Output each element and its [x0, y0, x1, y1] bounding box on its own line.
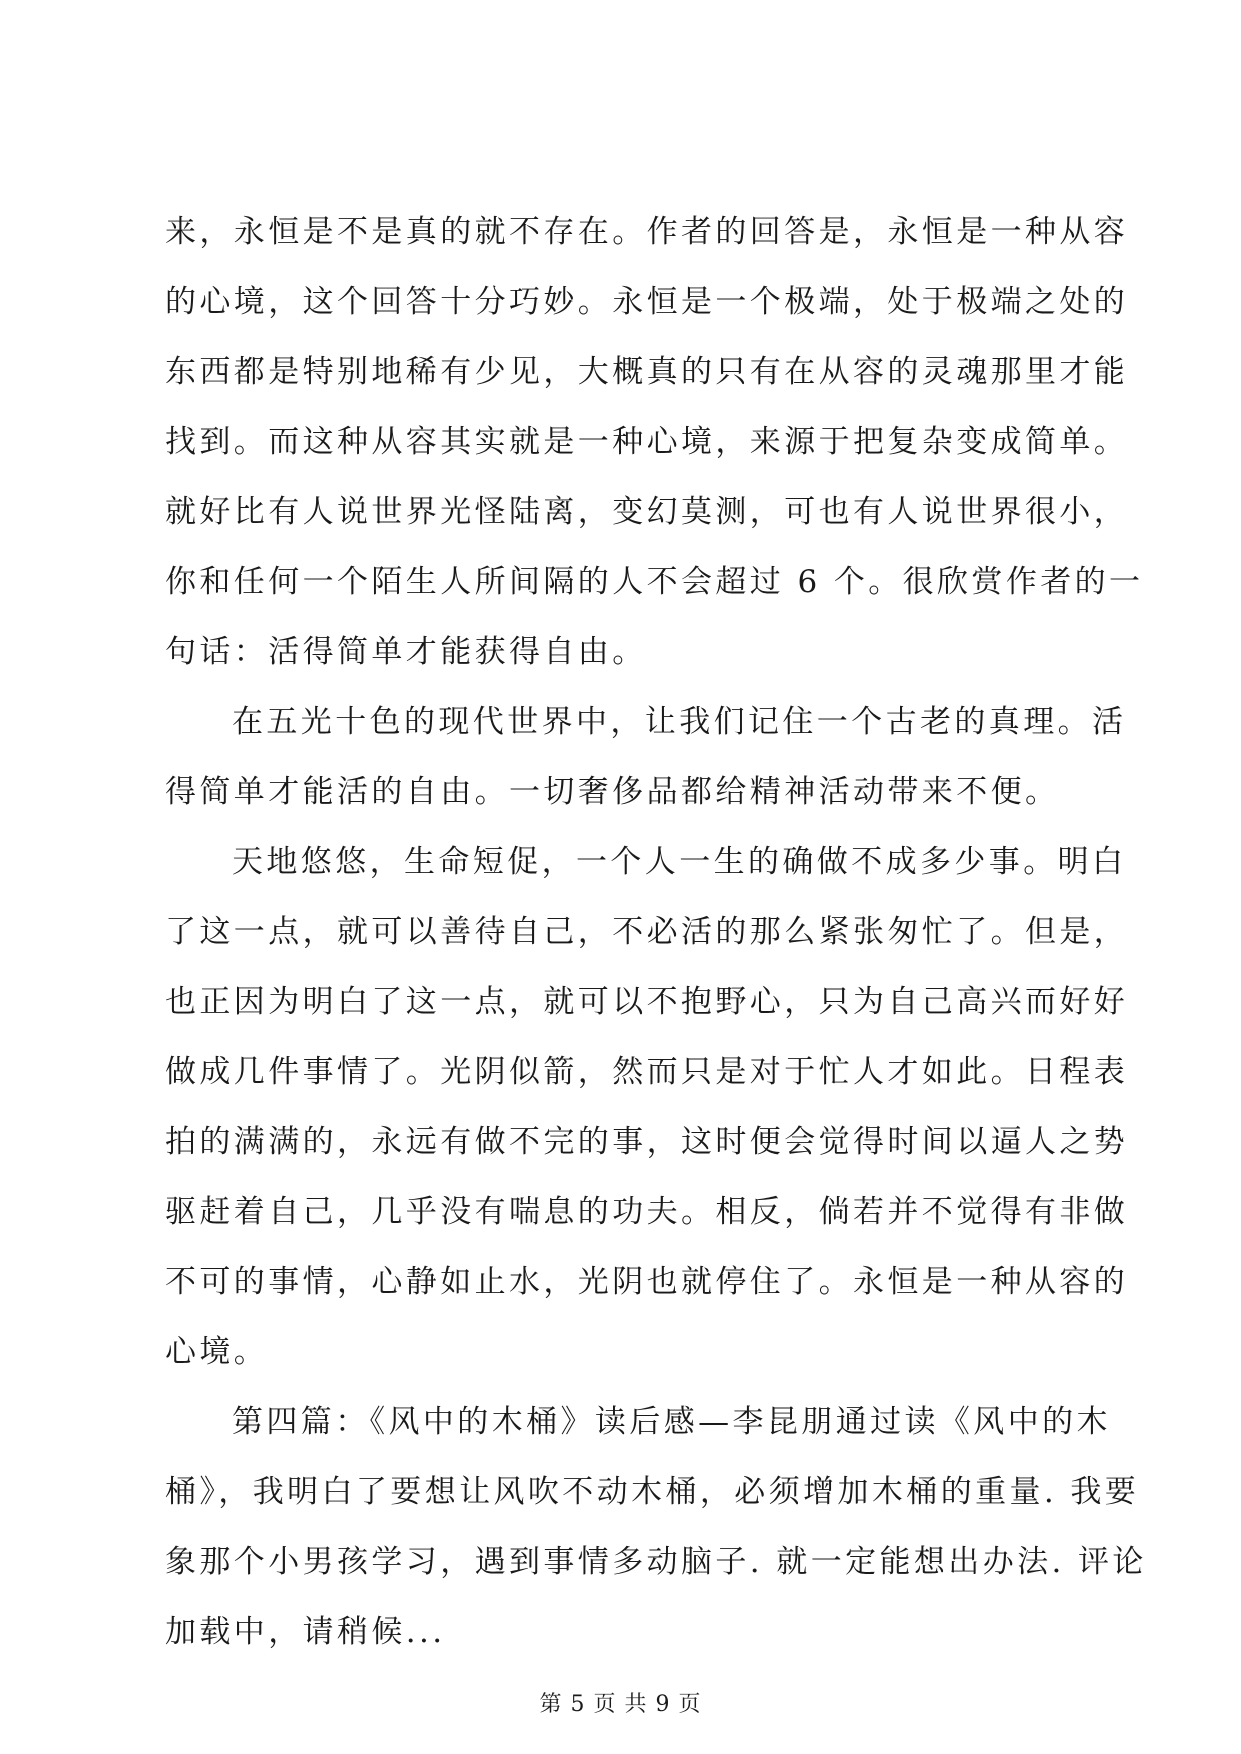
paragraph-start-line: 在五光十色的现代世界中，让我们记住一个古老的真理。活: [232, 704, 1127, 740]
text-line: 驱赶着自己，几乎没有喘息的功夫。相反，倘若并不觉得有非做: [165, 1194, 1129, 1230]
text-line: 你和任何一个陌生人所间隔的人不会超过 6 个。很欣赏作者的一: [165, 564, 1144, 600]
paragraph-start-line: 第四篇：《风中的木桶》读后感—李昆朋通过读《风中的木: [232, 1404, 1111, 1440]
text-line: 就好比有人说世界光怪陆离，变幻莫测，可也有人说世界很小，: [165, 494, 1129, 530]
text-line: 加载中，请稍候...: [165, 1614, 446, 1650]
text-line: 东西都是特别地稀有少见，大概真的只有在从容的灵魂那里才能: [165, 354, 1129, 390]
text-line: 了这一点，就可以善待自己，不必活的那么紧张匆忙了。但是，: [165, 914, 1129, 950]
text-line: 拍的满满的，永远有做不完的事，这时便会觉得时间以逼人之势: [165, 1124, 1129, 1160]
text-line: 象那个小男孩学习，遇到事情多动脑子. 就一定能想出办法. 评论: [165, 1544, 1147, 1580]
text-line: 也正因为明白了这一点，就可以不抱野心，只为自己高兴而好好: [165, 984, 1129, 1020]
text-line: 找到。而这种从容其实就是一种心境，来源于把复杂变成简单。: [165, 424, 1129, 460]
paragraph-start-line: 天地悠悠，生命短促，一个人一生的确做不成多少事。明白: [232, 844, 1127, 880]
text-line: 句话：活得简单才能获得自由。: [165, 634, 647, 670]
text-line: 来，永恒是不是真的就不存在。作者的回答是，永恒是一种从容: [165, 214, 1129, 250]
text-line: 的心境，这个回答十分巧妙。永恒是一个极端，处于极端之处的: [165, 284, 1129, 320]
text-line: 桶》，我明白了要想让风吹不动木桶，必须增加木桶的重量. 我要: [165, 1474, 1140, 1510]
text-line: 做成几件事情了。光阴似箭，然而只是对于忙人才如此。日程表: [165, 1054, 1129, 1090]
page-number-footer: 第 5 页 共 9 页: [539, 1692, 702, 1717]
text-line: 得简单才能活的自由。一切奢侈品都给精神活动带来不便。: [165, 774, 1060, 810]
text-line: 心境。: [165, 1334, 269, 1370]
text-line: 不可的事情，心静如止水，光阴也就停住了。永恒是一种从容的: [165, 1264, 1129, 1300]
